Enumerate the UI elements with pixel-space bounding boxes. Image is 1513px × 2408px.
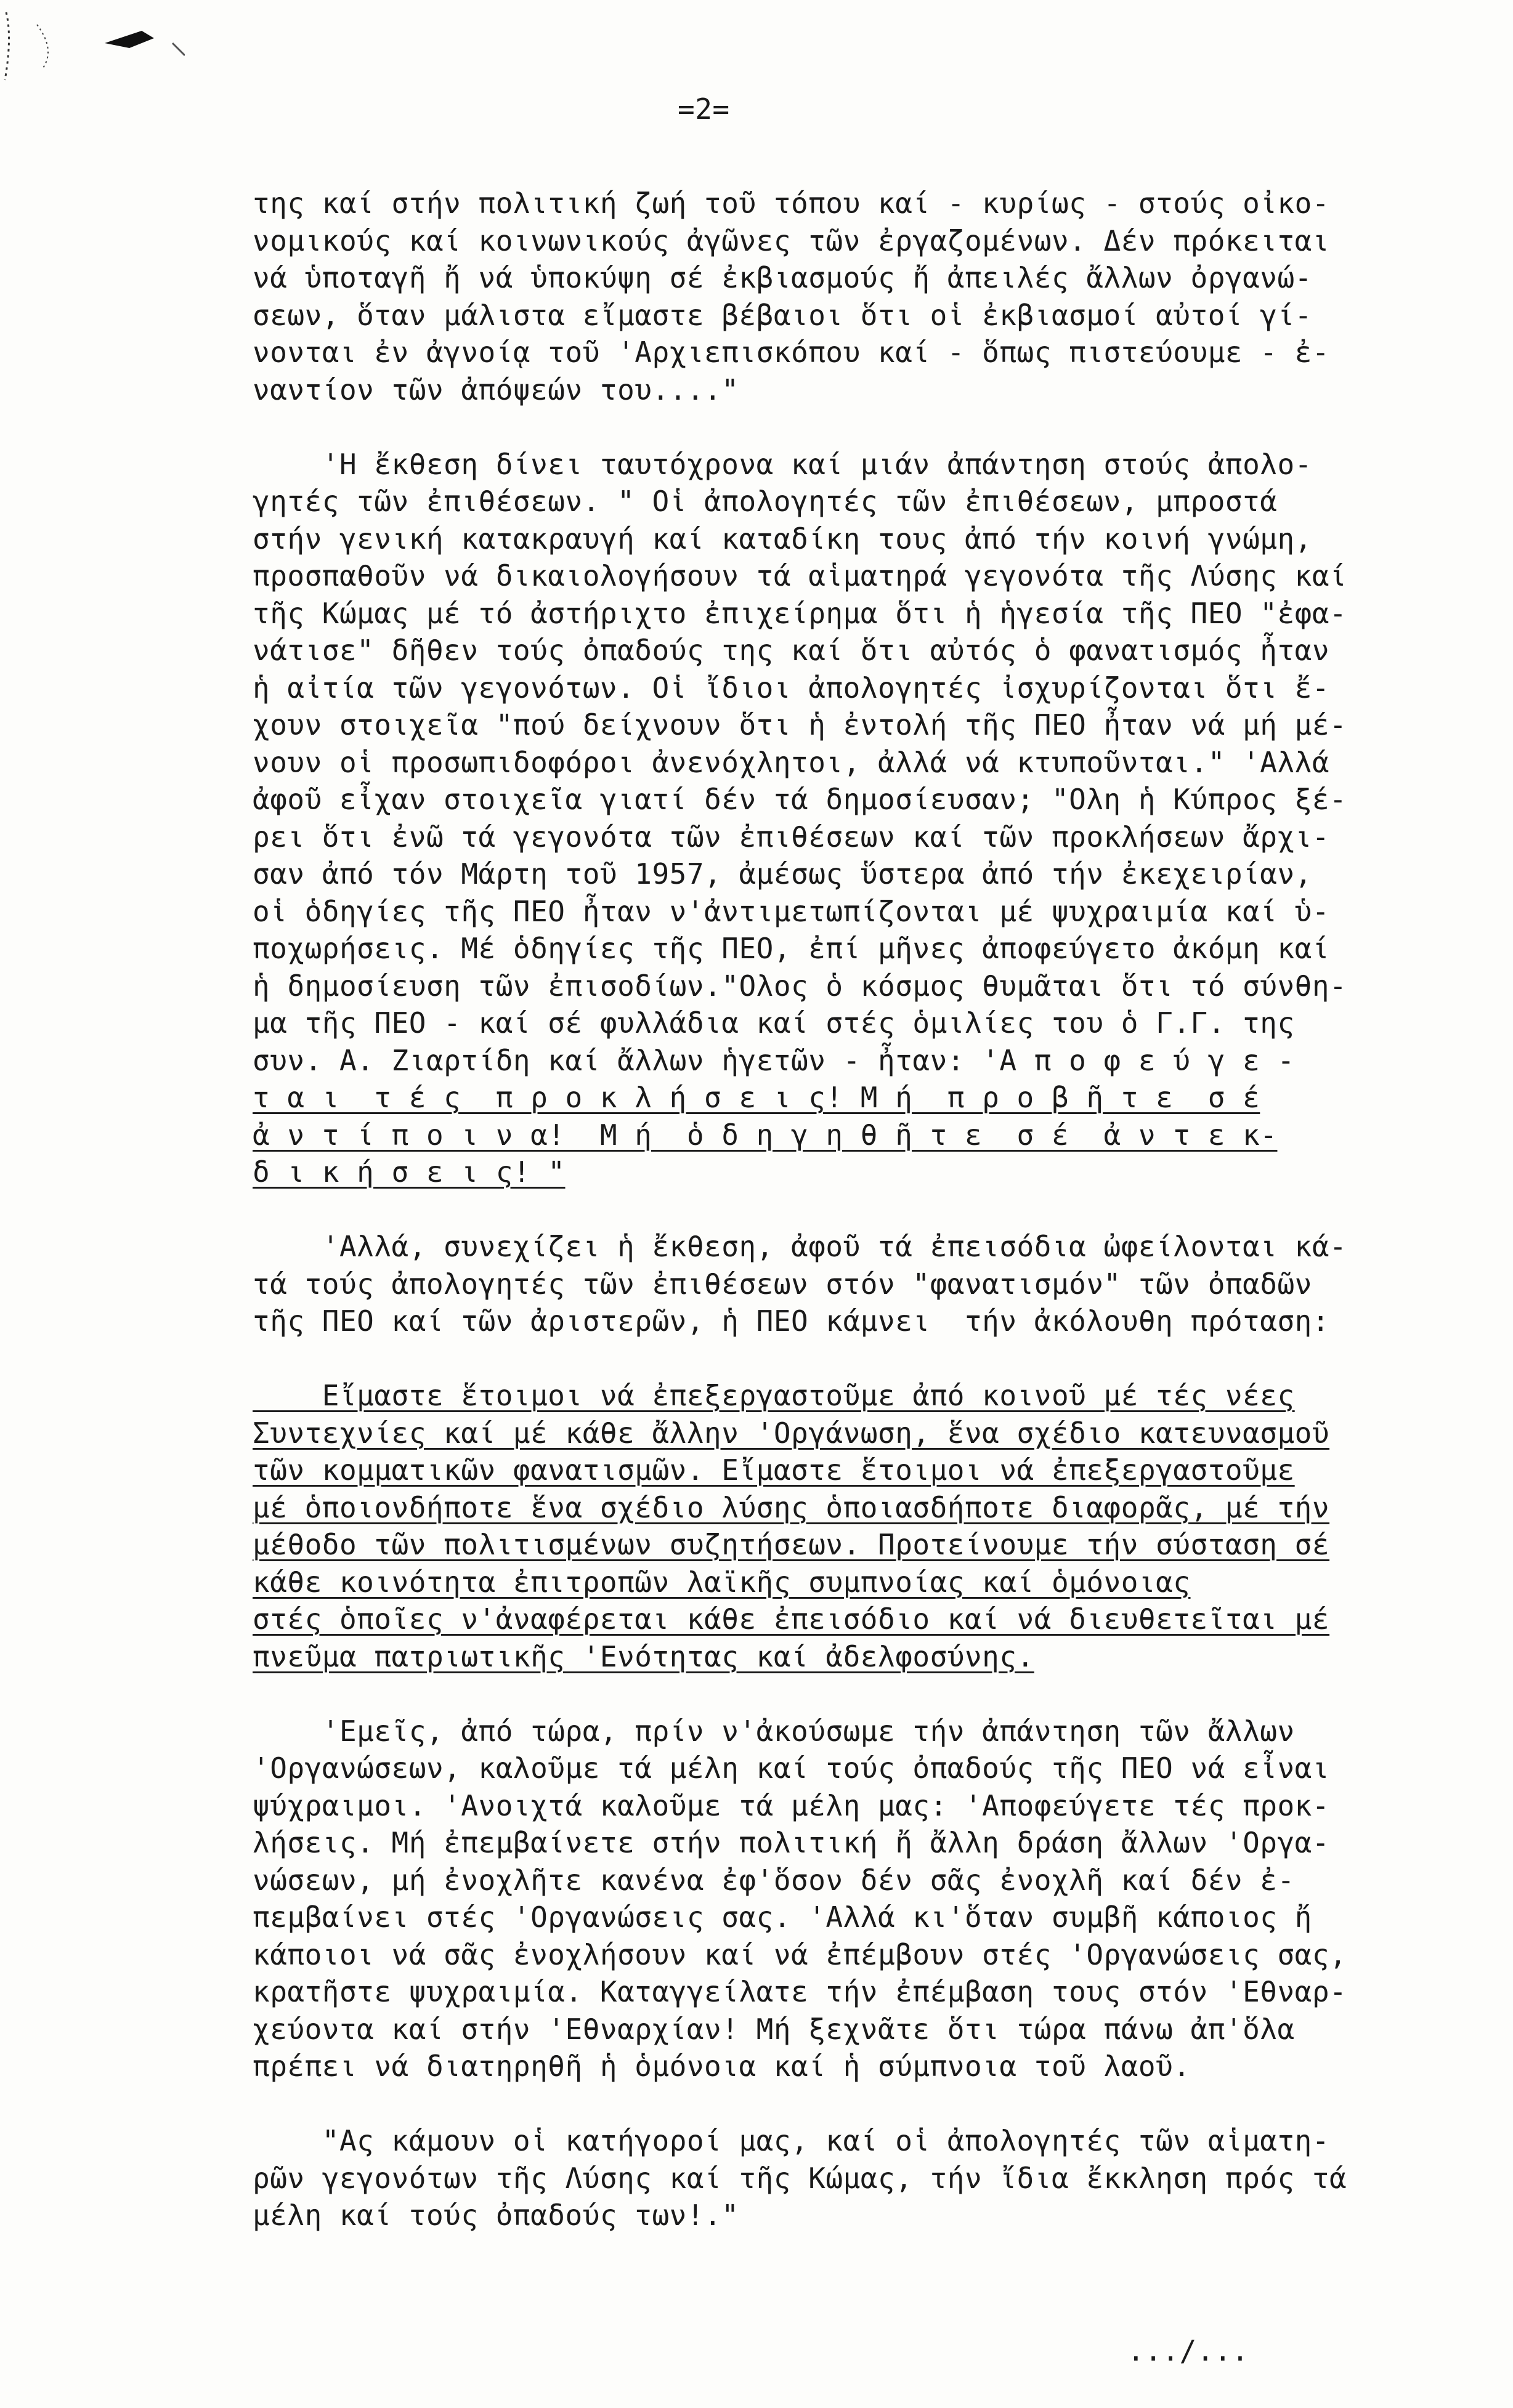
- text-line: ποχωρήσεις. Μέ ὁδηγίες τῆς ΠΕΟ, ἐπί μῆνες ἀποφεύγετο ἀκόμη καί: [253, 932, 1330, 965]
- text-line: ρῶν γεγονότων τῆς Λύσης καί τῆς Κώμας, τήν ἴδια ἔκκληση πρός τά: [253, 2161, 1347, 2195]
- text-line: Συντεχνίες καί μέ κάθε ἄλλην 'Οργάνωση, ἕνα σχέδιο κατευνασμοῦ: [253, 1416, 1330, 1450]
- text-line: νομικούς καί κοινωνικούς ἀγῶνες τῶν ἐργαζομένων. Δέν πρόκειται: [253, 224, 1330, 257]
- text-line: χεύοντα καί στήν 'Εθναρχίαν! Μή ξεχνᾶτε ὅτι τώρα πάνω ἀπ'ὅλα: [253, 2012, 1295, 2046]
- text-line: νάτισε" δῆθεν τούς ὀπαδούς της καί ὅτι αὐτός ὁ φανατισμός ἦταν: [253, 634, 1330, 667]
- text-line: "Ας κάμουν οἱ κατήγοροί μας, καί οἱ ἀπολογητές τῶν αἱματη-: [253, 2124, 1330, 2157]
- text-line: γητές τῶν ἐπιθέσεων. " Οἱ ἀπολογητές τῶν ἐπιθέσεων, μπροστά: [253, 485, 1278, 518]
- text-line: της καί στήν πολιτική ζωή τοῦ τόπου καί - κυρίως - στούς οἰκο-: [253, 187, 1330, 220]
- text-line: νονται ἐν ἀγνοίᾳ τοῦ 'Αρχιεπισκόπου καί - ὅπως πιστεύουμε - ἐ-: [253, 336, 1330, 369]
- text-line: 'Οργανώσεων, καλοῦμε τά μέλη καί τούς ὀπαδούς τῆς ΠΕΟ νά εἶναι: [253, 1751, 1330, 1785]
- text-line: πρέπει νά διατηρηθῆ ἡ ὁμόνοια καί ἡ σύμπνοια τοῦ λαοῦ.: [253, 2050, 1191, 2083]
- text-line: ψύχραιμοι. 'Ανοιχτά καλοῦμε τά μέλη μας: 'Αποφεύγετε τές προκ-: [253, 1788, 1330, 1822]
- text-line: 'Εμεῖς, ἀπό τώρα, πρίν ν'ἀκούσωμε τήν ἀπάντηση τῶν ἄλλων: [253, 1714, 1295, 1748]
- text-line: τά τούς ἀπολογητές τῶν ἐπιθέσεων στόν "φανατισμόν" τῶν ὀπαδῶν: [253, 1267, 1312, 1301]
- text-line: ναντίον τῶν ἀπόψεών του....": [253, 373, 739, 406]
- text-line: ἡ δημοσίευση τῶν ἐπισοδίων."Ολος ὁ κόσμος θυμᾶται ὅτι τό σύνθη-: [253, 969, 1347, 1003]
- text-line: κρατῆστε ψυχραιμία. Καταγγείλατε τήν ἐπέμβαση τους στόν 'Εθναρ-: [253, 1975, 1347, 2008]
- text-line: χουν στοιχεῖα "πού δείχνουν ὅτι ἡ ἐντολή τῆς ΠΕΟ ἦταν νά μή μέ-: [253, 708, 1347, 741]
- text-line: 'Αλλά, συνεχίζει ἡ ἔκθεση, ἀφοῦ τά ἐπεισόδια ὠφείλονται κά-: [253, 1230, 1347, 1263]
- text-line: προσπαθοῦν νά δικαιολογήσουν τά αἱματηρά γεγονότα τῆς Λύσης καί: [253, 559, 1347, 592]
- text-line: σεων, ὅταν μάλιστα εἴμαστε βέβαιοι ὅτι οἱ ἐκβιασμοί αὐτοί γί-: [253, 298, 1312, 332]
- text-line: νουν οἱ προσωπιδοφόροι ἀνενόχλητοι, ἀλλά νά κτυποῦνται." 'Αλλά: [253, 745, 1330, 779]
- text-line: 'Η ἔκθεση δίνει ταυτόχρονα καί μιάν ἀπάντηση στούς ἀπολο-: [253, 447, 1312, 481]
- text-line: πνεῦμα πατριωτικῆς 'Ενότητας καί ἀδελφοσύνης.: [253, 1639, 1034, 1673]
- text-line: κάθε κοινότητα ἐπιτροπῶν λαϊκῆς συμπνοίας καί ὁμόνοιας: [253, 1565, 1191, 1599]
- text-line: σαν ἀπό τόν Μάρτη τοῦ 1957, ἀμέσως ὕστερα ἀπό τήν ἐκεχειρίαν,: [253, 857, 1312, 891]
- text-line: στές ὁποῖες ν'ἀναφέρεται κάθε ἐπεισόδιο καί νά διευθετεῖται μέ: [253, 1602, 1330, 1636]
- text-line: ἀφοῦ εἶχαν στοιχεῖα γιατί δέν τά δημοσίευσαν; "Ολη ἡ Κύπρος ξέ-: [253, 783, 1347, 816]
- text-line: λήσεις. Μή ἐπεμβαίνετε στήν πολιτική ἤ ἄλλη δράση ἄλλων 'Οργα-: [253, 1826, 1330, 1859]
- text-line: ἡ αἰτία τῶν γεγονότων. Οἱ ἴδιοι ἀπολογητές ἰσχυρίζονται ὅτι ἔ-: [253, 671, 1330, 705]
- text-line: μέθοδο τῶν πολιτισμένων συζητήσεων. Προτείνουμε τήν σύσταση σέ: [253, 1528, 1330, 1561]
- text-line: ἀ ν τ ί π ο ι ν α! Μ ή ὁ δ η γ η θ ῆ τ ε σ έ ἀ ν τ ε κ-: [253, 1118, 1278, 1152]
- continuation-mark: .../...: [1127, 2334, 1249, 2367]
- text-line: ρει ὅτι ἐνῶ τά γεγονότα τῶν ἐπιθέσεων καί τῶν προκλήσεων ἄρχι-: [253, 820, 1330, 854]
- page-number: =2=: [678, 92, 730, 126]
- text-line: οἱ ὁδηγίες τῆς ΠΕΟ ἦταν ν'ἀντιμετωπίζονται μέ ψυχραιμία καί ὑ-: [253, 894, 1330, 928]
- text-line: συν. Α. Ζιαρτίδη καί ἄλλων ἡγετῶν - ἦταν: 'Α π ο φ ε ύ γ ε -: [253, 1043, 1295, 1077]
- text-line: μα τῆς ΠΕΟ - καί σέ φυλλάδια καί στές ὁμιλίες του ὁ Γ.Γ. της: [253, 1006, 1295, 1040]
- text-line: τ α ι τ έ ς π ρ ο κ λ ή σ ε ι ς! Μ ή π ρ ο β ῆ τ ε σ έ: [253, 1081, 1260, 1114]
- text-line: νά ὑποταγῆ ἤ νά ὑποκύψη σέ ἐκβιασμούς ἤ ἀπειλές ἄλλων ὀργανώ-: [253, 261, 1312, 294]
- text-line: πεμβαίνει στές 'Οργανώσεις σας. 'Αλλά κι'ὅταν συμβῆ κάποιος ἤ: [253, 1901, 1312, 1934]
- text-line: τῆς ΠΕΟ καί τῶν ἀριστερῶν, ἡ ΠΕΟ κάμνει τήν ἀκόλουθη πρόταση:: [253, 1304, 1330, 1338]
- text-line: κάποιοι νά σᾶς ἐνοχλήσουν καί νά ἐπέμβουν στές 'Οργανώσεις σας,: [253, 1937, 1347, 1971]
- text-line: νώσεων, μή ἐνοχλῆτε κανένα ἐφ'ὅσον δέν σᾶς ἐνοχλῆ καί δέν ἐ-: [253, 1863, 1295, 1897]
- text-line: στήν γενική κατακραυγή καί καταδίκη τους ἀπό τήν κοινή γνώμη,: [253, 522, 1312, 556]
- text-line: δ ι κ ή σ ε ι ς! ": [253, 1155, 566, 1189]
- text-line: Εἴμαστε ἕτοιμοι νά ἐπεξεργαστοῦμε ἀπό κοινοῦ μέ τές νέες: [253, 1379, 1295, 1412]
- text-line: τῶν κομματικῶν φανατισμῶν. Εἴμαστε ἕτοιμοι νά ἐπεξεργαστοῦμε: [253, 1453, 1295, 1487]
- ink-blot-mark: [0, 0, 185, 99]
- text-line: μέλη καί τούς ὀπαδούς των!.": [253, 2199, 739, 2232]
- text-line: τῆς Κώμας μέ τό ἀστήριχτο ἐπιχείρημα ὅτι ἡ ἡγεσία τῆς ΠΕΟ "ἐφα-: [253, 596, 1347, 630]
- text-line: μέ ὁποιονδήποτε ἕνα σχέδιο λύσης ὁποιασδήποτε διαφορᾶς, μέ τήν: [253, 1490, 1330, 1524]
